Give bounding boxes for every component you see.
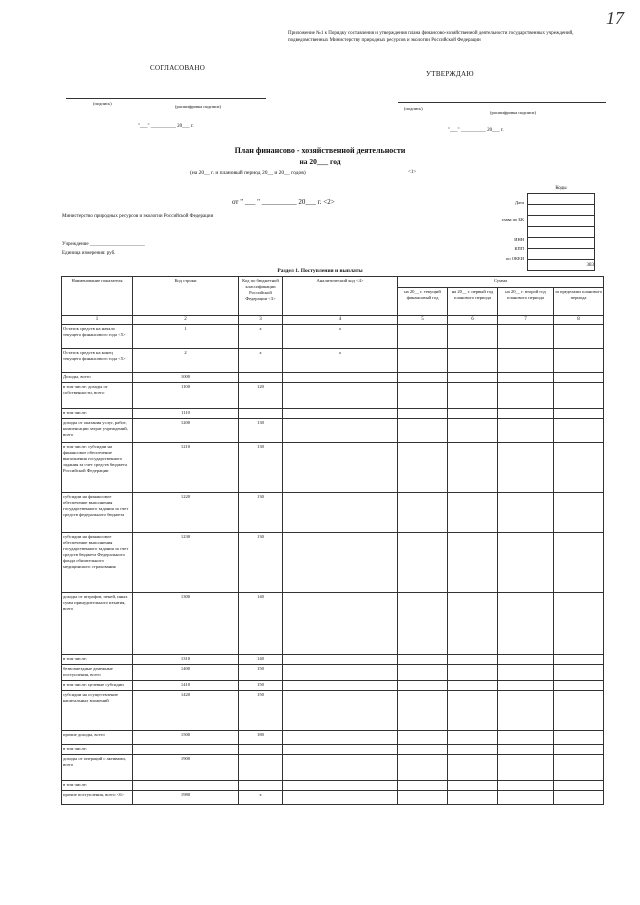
header-col6: на 20__ г. первый год планового периода <box>448 288 498 316</box>
cell-name: в том числе: <box>62 409 133 419</box>
table-row <box>62 755 604 781</box>
cell-an <box>283 593 398 655</box>
cell-bk: 130 <box>239 419 283 443</box>
header-col8: за пределами планового периода <box>554 288 604 316</box>
cell-bk: 150 <box>239 691 283 731</box>
cell-sum <box>554 691 604 731</box>
cell-code: 1230 <box>133 533 239 593</box>
cell-name: прочие поступления, всего <6> <box>62 791 133 805</box>
note-ref: <1> <box>408 170 417 175</box>
cell-sum <box>498 755 554 781</box>
cell-name: Остаток средств на начало текущего финансового года <5> <box>62 325 133 349</box>
cell-sum <box>398 419 448 443</box>
cell-sum <box>398 691 448 731</box>
cell-code: 1200 <box>133 419 239 443</box>
codes-table <box>527 184 595 271</box>
table-row <box>62 373 604 383</box>
col-number: 3 <box>239 316 283 325</box>
cell-sum <box>448 443 498 493</box>
cell-bk: 120 <box>239 383 283 409</box>
cell-sum <box>554 419 604 443</box>
cell-sum <box>398 731 448 745</box>
cell-name: в том числе: <box>62 781 133 791</box>
cell-code: 1210 <box>133 443 239 493</box>
cell-code: 1410 <box>133 681 239 691</box>
cell-sum <box>398 791 448 805</box>
cell-an <box>283 419 398 443</box>
code-label-okei: по ОКЕИ <box>505 256 524 261</box>
header-col7: на 20__ г. второй год планового периода <box>498 288 554 316</box>
cell-sum <box>398 593 448 655</box>
plan-year: на 20___ год <box>299 157 341 166</box>
cell-bk: 150 <box>239 681 283 691</box>
agreed-sign-label: (подпись) <box>93 101 112 106</box>
cell-bk: 140 <box>239 593 283 655</box>
header-budget-code: Код по бюджетной классификации Российской Федерации <3> <box>239 277 283 316</box>
cell-name: Доходы, всего <box>62 373 133 383</box>
code-inn-cell <box>528 238 595 249</box>
plan-date: от " ___ " __________ 20___ г. <2> <box>232 198 335 206</box>
cell-sum <box>398 409 448 419</box>
cell-an <box>283 691 398 731</box>
cell-sum <box>554 325 604 349</box>
cell-sum <box>554 791 604 805</box>
header-col5: на 20__ г. текущий финансовый год <box>398 288 448 316</box>
cell-an <box>283 745 398 755</box>
approve-decode-label: (расшифровка подписи) <box>490 110 536 115</box>
table-row <box>62 419 604 443</box>
cell-sum <box>554 533 604 593</box>
cell-name: безвозмездные денежные поступления, всего <box>62 665 133 681</box>
cell-code: 1500 <box>133 731 239 745</box>
approve-signature-line <box>398 102 606 103</box>
table-body <box>62 325 604 805</box>
cell-sum <box>398 373 448 383</box>
cell-sum <box>554 681 604 691</box>
cell-name: доходы от оказания услуг, работ, компенсации затрат учреждений, всего <box>62 419 133 443</box>
cell-sum <box>398 665 448 681</box>
cell-bk: 130 <box>239 443 283 493</box>
cell-name: субсидии на осуществление капитальных вложений <box>62 691 133 731</box>
cell-name: Остаток средств на конец текущего финансового года <5> <box>62 349 133 373</box>
cell-sum <box>498 781 554 791</box>
cell-sum <box>498 383 554 409</box>
cell-sum <box>448 781 498 791</box>
plan-title: План финансово - хозяйственной деятельности <box>234 146 406 155</box>
header-name: Наименование показателя <box>62 277 133 316</box>
cell-sum <box>554 383 604 409</box>
cell-sum <box>448 745 498 755</box>
cell-sum <box>398 681 448 691</box>
plan-period: (на 20__ г. и плановый период 20__ и 20__ годов) <box>190 170 306 176</box>
cell-code: 1110 <box>133 409 239 419</box>
cell-sum <box>398 533 448 593</box>
cell-name: в том числе: <box>62 745 133 755</box>
cell-sum <box>448 691 498 731</box>
cell-an <box>283 781 398 791</box>
cell-code: 1000 <box>133 373 239 383</box>
cell-bk <box>239 781 283 791</box>
cell-name: в том числе: доходы от собственности, всего <box>62 383 133 409</box>
cell-bk: 130 <box>239 493 283 533</box>
cell-an <box>283 409 398 419</box>
table-row <box>62 383 604 409</box>
cell-bk <box>239 373 283 383</box>
cell-an: x <box>283 349 398 373</box>
table-row <box>62 443 604 493</box>
cell-name: субсидии на финансовое обеспечение выполнения государственного задания за счет средств бюджета Федерального фонда обязательного медицинского страхования <box>62 533 133 593</box>
cell-sum <box>554 373 604 383</box>
codes-header: Коды <box>528 184 595 194</box>
header-sum: Сумма <box>398 277 604 288</box>
cell-sum <box>554 493 604 533</box>
cell-code <box>133 781 239 791</box>
cell-sum <box>498 443 554 493</box>
cell-sum <box>498 691 554 731</box>
table-row <box>62 493 604 533</box>
cell-name: в том числе: <box>62 655 133 665</box>
cell-sum <box>498 419 554 443</box>
code-chapter-cell <box>528 216 595 227</box>
cell-bk <box>239 409 283 419</box>
cell-sum <box>498 493 554 533</box>
cell-bk: 180 <box>239 731 283 745</box>
cell-sum <box>554 409 604 419</box>
table-row <box>62 409 604 419</box>
cell-name: в том числе: субсидии на финансовое обеспечение выполнения государственного задания за счет средств бюджета Российской Федерации <box>62 443 133 493</box>
cell-sum <box>554 665 604 681</box>
cell-an <box>283 443 398 493</box>
page-number: 17 <box>606 8 624 28</box>
cell-code <box>133 745 239 755</box>
cell-name: прочие доходы, всего <box>62 731 133 745</box>
cell-sum <box>398 655 448 665</box>
table-row <box>62 665 604 681</box>
cell-an <box>283 755 398 781</box>
code-cell <box>528 205 595 216</box>
table-row <box>62 349 604 373</box>
table-row <box>62 731 604 745</box>
cell-name: субсидии на финансовое обеспечение выполнения государственного задания за счет средств федерального бюджета <box>62 493 133 533</box>
cell-sum <box>554 443 604 493</box>
cell-an <box>283 681 398 691</box>
code-label-chapter: глава по БК <box>501 217 524 222</box>
cell-sum <box>498 325 554 349</box>
cell-name: доходы от штрафов, пеней, иных сумм принудительного изъятия, всего <box>62 593 133 655</box>
cell-bk: 140 <box>239 655 283 665</box>
cell-sum <box>398 383 448 409</box>
cell-sum <box>498 665 554 681</box>
approve-date: "___" __________ 20___ г. <box>448 128 504 133</box>
header-analytic: Аналитический код <4> <box>283 277 398 316</box>
cell-sum <box>498 349 554 373</box>
cell-sum <box>448 681 498 691</box>
code-cell <box>528 227 595 238</box>
cell-sum <box>398 755 448 781</box>
col-number: 6 <box>448 316 498 325</box>
code-date-cell <box>528 194 595 205</box>
cell-an <box>283 533 398 593</box>
cell-bk: x <box>239 791 283 805</box>
col-number: 7 <box>498 316 554 325</box>
institution-label: Учреждение ______________________ <box>62 242 145 247</box>
table-row <box>62 681 604 691</box>
cell-sum <box>498 731 554 745</box>
finance-table <box>61 276 604 805</box>
table-row <box>62 325 604 349</box>
col-number: 8 <box>554 316 604 325</box>
agreed-date: "___" __________ 20___ г. <box>138 124 194 129</box>
cell-sum <box>554 655 604 665</box>
cell-an <box>283 655 398 665</box>
cell-an <box>283 493 398 533</box>
cell-sum <box>398 325 448 349</box>
cell-sum <box>448 419 498 443</box>
table-row <box>62 655 604 665</box>
cell-an <box>283 731 398 745</box>
cell-sum <box>498 655 554 665</box>
cell-sum <box>448 533 498 593</box>
cell-sum <box>448 665 498 681</box>
cell-sum <box>554 781 604 791</box>
cell-sum <box>554 593 604 655</box>
code-label-date: Дата <box>515 200 524 205</box>
cell-an <box>283 373 398 383</box>
cell-sum <box>498 373 554 383</box>
cell-sum <box>448 593 498 655</box>
cell-sum <box>498 409 554 419</box>
cell-name: в том числе: целевые субсидии <box>62 681 133 691</box>
cell-bk <box>239 745 283 755</box>
cell-sum <box>398 781 448 791</box>
cell-code: 1220 <box>133 493 239 533</box>
cell-sum <box>554 745 604 755</box>
cell-sum <box>498 533 554 593</box>
cell-sum <box>498 791 554 805</box>
cell-sum <box>448 755 498 781</box>
cell-an <box>283 383 398 409</box>
cell-sum <box>448 731 498 745</box>
col-number: 2 <box>133 316 239 325</box>
ministry-name: Министерство природных ресурсов и экологии Российской Федерации <box>62 214 214 219</box>
cell-code: 1100 <box>133 383 239 409</box>
code-label-inn: ИНН <box>514 237 524 242</box>
cell-sum <box>498 745 554 755</box>
cell-sum <box>554 731 604 745</box>
cell-sum <box>498 593 554 655</box>
section-title: Раздел 1. Поступления и выплаты <box>277 268 363 274</box>
cell-an <box>283 665 398 681</box>
cell-sum <box>448 493 498 533</box>
code-kpp-cell <box>528 249 595 260</box>
cell-sum <box>448 349 498 373</box>
header-line-code: Код строки <box>133 277 239 316</box>
col-number: 1 <box>62 316 133 325</box>
cell-bk: 130 <box>239 533 283 593</box>
cell-sum <box>554 349 604 373</box>
cell-code: 1310 <box>133 655 239 665</box>
table-row <box>62 593 604 655</box>
table-row <box>62 745 604 755</box>
cell-sum <box>448 373 498 383</box>
cell-an: x <box>283 325 398 349</box>
unit-label: Единица измерения: руб. <box>62 251 116 256</box>
col-number: 5 <box>398 316 448 325</box>
col-number: 4 <box>283 316 398 325</box>
cell-code: 1 <box>133 325 239 349</box>
table-row <box>62 791 604 805</box>
approve-sign-label: (подпись) <box>404 106 423 111</box>
cell-an <box>283 791 398 805</box>
cell-sum <box>398 349 448 373</box>
cell-bk: x <box>239 349 283 373</box>
agreed-decode-label: (расшифровка подписи) <box>175 104 221 109</box>
cell-sum <box>448 383 498 409</box>
code-okei-cell: 383 <box>528 260 595 271</box>
cell-sum <box>448 325 498 349</box>
table-row <box>62 781 604 791</box>
cell-code: 1420 <box>133 691 239 731</box>
cell-code: 2 <box>133 349 239 373</box>
cell-sum <box>398 493 448 533</box>
cell-bk <box>239 755 283 781</box>
table-row <box>62 691 604 731</box>
cell-sum <box>554 755 604 781</box>
cell-bk: x <box>239 325 283 349</box>
cell-sum <box>448 655 498 665</box>
cell-code: 1980 <box>133 791 239 805</box>
cell-name: доходы от операций с активами, всего <box>62 755 133 781</box>
cell-code: 1400 <box>133 665 239 681</box>
cell-code: 1900 <box>133 755 239 781</box>
cell-sum <box>448 409 498 419</box>
cell-sum <box>448 791 498 805</box>
agreed-signature-line <box>66 98 266 99</box>
appendix-text: Приложение №1 к Порядку составления и утверждения плана финансово-хозяйственной деятельности государственных учреждений, подведомственных Министерству природных ресурсов и экологии Российской Федерации <box>288 31 574 43</box>
approve-title: УТВЕРЖДАЮ <box>426 70 474 78</box>
agreed-title: СОГЛАСОВАНО <box>150 64 206 72</box>
cell-sum <box>398 745 448 755</box>
table-row <box>62 533 604 593</box>
cell-sum <box>498 681 554 691</box>
code-label-kpp: КПП <box>514 246 524 251</box>
cell-code: 1300 <box>133 593 239 655</box>
cell-sum <box>398 443 448 493</box>
cell-bk: 150 <box>239 665 283 681</box>
